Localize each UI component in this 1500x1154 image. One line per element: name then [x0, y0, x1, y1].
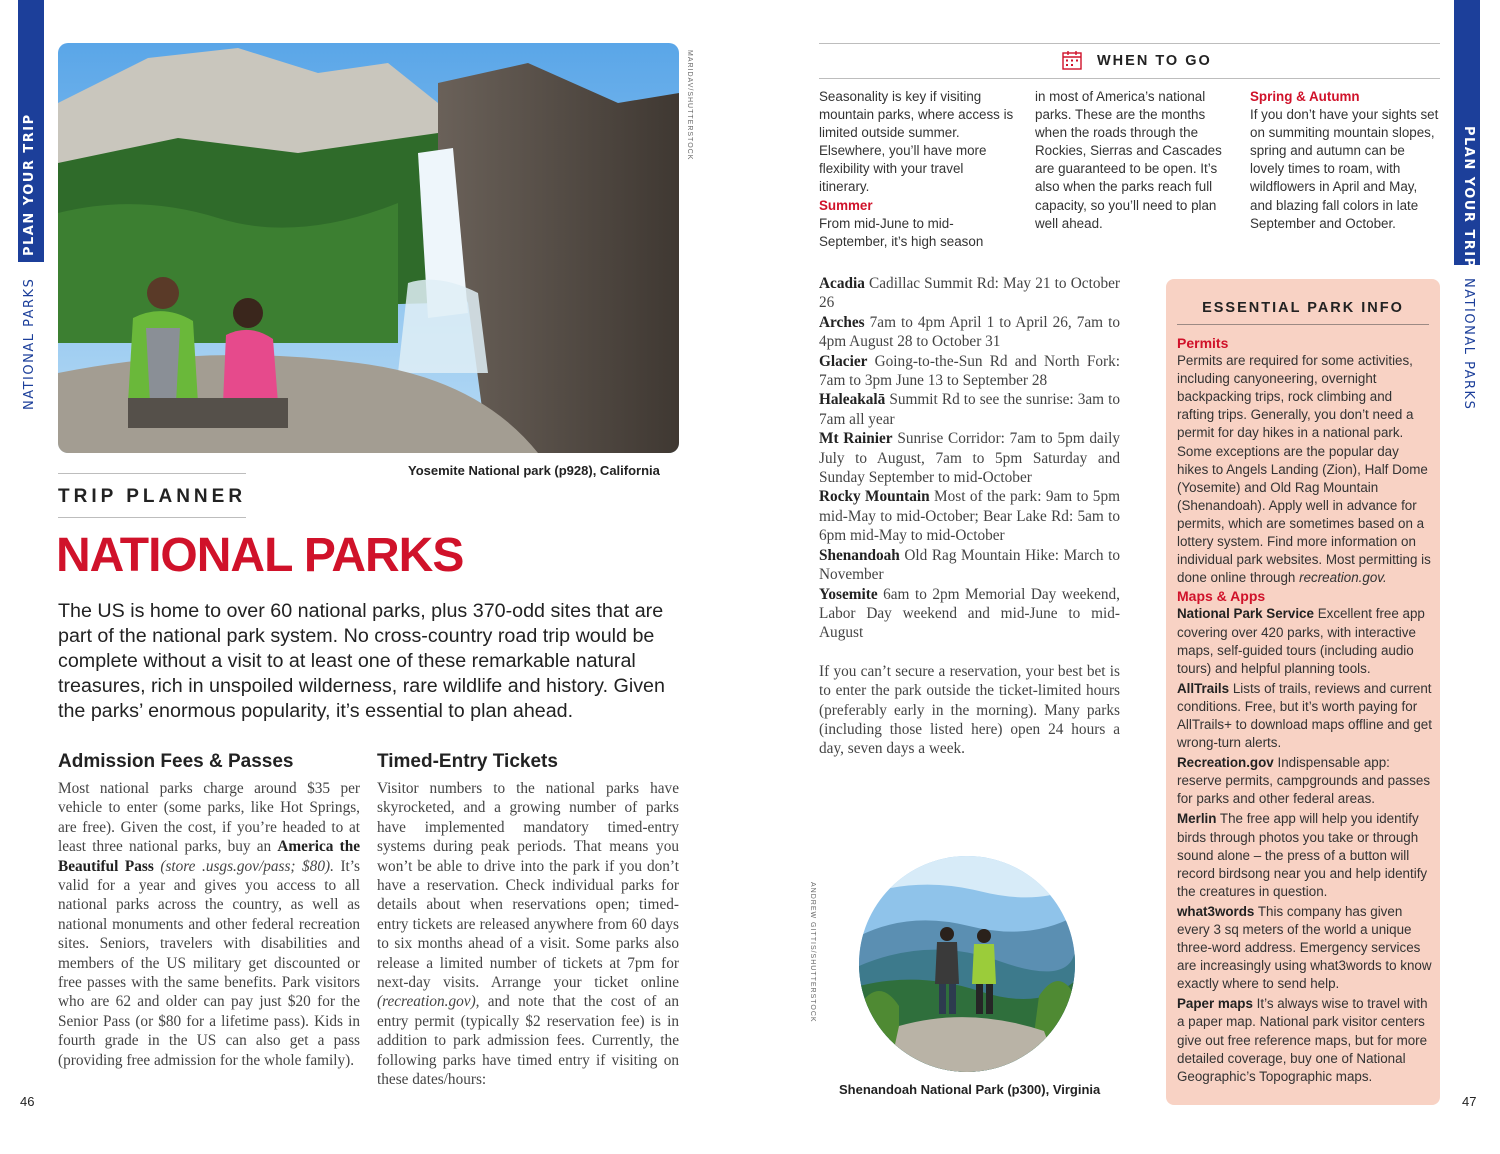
- timed-heading: Timed-Entry Tickets: [377, 751, 558, 772]
- intro-paragraph: The US is home to over 60 national parks, plus 370-odd sites that are part of the national park system. No cross-country road trip would be complete without a visit to at least one of these remarkable natural treasures, rich in unspoiled wilderness, rare wildlife and history. Given the parks’ enormous popularity, it’s essential to plan ahead.: [58, 600, 665, 722]
- caption-yosemite: Yosemite National park (p928), California: [408, 463, 660, 478]
- right-section-label: NATIONAL PARKS: [1461, 278, 1476, 411]
- list-item: [819, 274, 1120, 313]
- park-name: Haleakalā: [819, 391, 886, 409]
- app-desc: Lists of trails, reviews and current conditions. Free, but it’s worth paying for AllTrails+ to download maps offline and get wrong-turn alerts.: [1177, 680, 1432, 751]
- park-hours: Summit Rd to see the sunrise: 3am to 7am all year: [819, 391, 1120, 428]
- timed-p1: Visitor numbers to the national parks have skyrocketed, and a growing number of parks have implemented mandatory timed-entry systems during peak periods. That means you won’t be able to drive into the park if you don’t have a reservation. Check individual parks for details about when reservations open; timed-entry tickets are released anywhere from 60 days to six months ahead of a visit. Some parks also release a limited number of tickets at 7pm for next-day visits. Arrange your ticket online: [377, 780, 679, 992]
- kicker: TRIP PLANNER: [58, 486, 247, 507]
- photo-credit-shenandoah: ANDREW GITTIS/SHUTTERSTOCK: [809, 882, 816, 1023]
- admission-heading: Admission Fees & Passes: [58, 751, 294, 772]
- when-rule-bottom: [819, 78, 1440, 79]
- kicker-rule-top: [58, 473, 246, 474]
- left-tab-label: PLAN YOUR TRIP: [22, 113, 37, 256]
- pass-link[interactable]: (store .usgs.gov/pass; $80).: [160, 857, 334, 875]
- when-col2: in most of America’s national parks. These are the months when the roads through the Rockies, Sierras and Cascades are guaranteed to be open. It’s also when the parks reach full capacity, so you’ll need to plan well ahead.: [1035, 89, 1222, 231]
- permits-body: Permits are required for some activities, including canyoneering, overnight backpacking trips, rock climbing and rafting trips. Generally, you don’t need a permit for day hikes in a national park. Some exceptions are the popular day hikes to Angels Landing (Zion), Half Dome (Yosemite) and Old Rag Mountain (Shenandoah). Apply well in advance for permits, which are sometimes based on a lottery system. Find more information on individual park websites. Most permitting is done online through: [1177, 353, 1431, 586]
- permits-text: [1177, 352, 1433, 587]
- list-item: [1177, 605, 1433, 677]
- left-section-label: NATIONAL PARKS: [22, 277, 37, 410]
- app-name: Paper maps: [1177, 996, 1253, 1012]
- app-name: National Park Service: [1177, 606, 1314, 622]
- park-name: Arches: [819, 313, 865, 331]
- park-hours: 7am to 4pm April 1 to April 26, 7am to 4pm August 28 to October 31: [819, 313, 1120, 351]
- app-desc: The free app will help you identify birds through photos you take or through sound alone – the press of a button will record birdsong near you and help identify the creatures in question.: [1177, 811, 1428, 899]
- list-item: [819, 487, 1120, 545]
- yosemite-photo: [58, 43, 679, 453]
- park-hours: 6am to 2pm Memorial Day weekend, Labor Day weekend and mid-June to mid-August: [819, 585, 1120, 642]
- spring-label: Spring & Autumn: [1250, 89, 1360, 104]
- park-name: Yosemite: [819, 585, 878, 603]
- park-hours: Old Rag Mountain Hike: March to November: [819, 546, 1120, 584]
- when-rule-top: [819, 43, 1440, 44]
- list-item: [1177, 754, 1433, 808]
- when-col1: [819, 88, 1014, 251]
- timed-text: [377, 779, 679, 1090]
- permits-link[interactable]: recreation.gov.: [1299, 570, 1387, 586]
- park-name: Rocky Mountain: [819, 488, 930, 506]
- app-name: what3words: [1177, 903, 1255, 919]
- list-item: [1177, 680, 1433, 752]
- park-hours: Cadillac Summit Rd: May 21 to October 26: [819, 275, 1120, 312]
- list-item: [1177, 995, 1433, 1085]
- list-item: [819, 585, 1120, 643]
- recreation-link[interactable]: (recreation.gov),: [377, 993, 480, 1011]
- permits-label: Permits: [1177, 335, 1229, 351]
- page-number-right: 47: [1462, 1094, 1477, 1109]
- park-hours: Going-to-the-Sun Rd and North Fork: 7am to 3pm June 13 to September 28: [819, 352, 1120, 390]
- right-tab-label: PLAN YOUR TRIP: [1461, 126, 1476, 269]
- list-item: [819, 429, 1120, 487]
- essential-rule: [1177, 324, 1429, 325]
- timed-entry-list: [819, 274, 1120, 759]
- park-name: Glacier: [819, 352, 868, 370]
- park-name: Shenandoah: [819, 546, 900, 564]
- essential-heading: ESSENTIAL PARK INFO: [1202, 300, 1404, 316]
- park-name: Mt Rainier: [819, 430, 893, 448]
- calendar-icon: [1061, 49, 1083, 76]
- list-item: [819, 390, 1120, 429]
- list-item: [819, 313, 1120, 352]
- when-heading: WHEN TO GO: [1097, 53, 1212, 69]
- app-desc: Excellent free app covering over 420 parks, with interactive maps, self-guided tours (including audio tours) and helpful planning tools.: [1177, 606, 1425, 676]
- spring-text: If you don’t have your sights set on summiting mountain slopes, spring and autumn can be lovely times to roam, with wildflowers in April and May, and blazing fall colors in late September and October.: [1250, 107, 1439, 231]
- app-name: Merlin: [1177, 811, 1217, 827]
- list-item: [1177, 903, 1433, 993]
- summer-label: Summer: [819, 197, 873, 213]
- park-hours: Sunrise Corridor: 7am to 5pm daily July to August, 7am to 5pm Saturday and Sunday September to mid-October: [819, 430, 1120, 487]
- maps-label: Maps & Apps: [1177, 588, 1266, 605]
- page-title: NATIONAL PARKS: [56, 529, 464, 582]
- list-item: [819, 352, 1120, 391]
- park-hours: Most of the park: 9am to 5pm mid-May to mid-October; Bear Lake Rd: 5am to 6pm mid-May to mid-October: [819, 488, 1120, 545]
- app-name: Recreation.gov: [1177, 755, 1274, 771]
- app-desc: It’s always wise to travel with a paper map. National park visitor centers give out free reference maps, but for more detailed coverage, buy one of National Geographic’s Topographic maps.: [1177, 996, 1428, 1084]
- admission-text: [58, 779, 360, 1070]
- photo-credit-yosemite: MARIDAV/SHUTTERSTOCK: [686, 50, 693, 161]
- list-item: [819, 546, 1120, 585]
- reservation-tip: If you can’t secure a reservation, your best bet is to enter the park outside the ticket-limited hours (preferably early in the morning). Many parks (including those listed here) open 24 hours a day, seven days a week.: [819, 662, 1120, 758]
- park-name: Acadia: [819, 275, 865, 292]
- admission-p2: It’s valid for a year and gives you access to all national parks across the country, as well as national monuments and other federal recreation sites. Seniors, travelers with disabilities and members of the US military get discounted or free passes with the same benefits. Park visitors who are 62 and older can pay just $20 for the Senior Pass (or $80 for a lifetime pass). Kids in fourth grade in the US can also get a pass (providing free admission for the whole family).: [58, 857, 360, 1069]
- page-number-left: 46: [20, 1094, 35, 1109]
- essential-content: [1177, 334, 1433, 1088]
- kicker-rule-bottom: [58, 517, 246, 518]
- when-col3: [1250, 88, 1442, 233]
- caption-shenandoah: Shenandoah National Park (p300), Virginia: [839, 1082, 1101, 1097]
- pass-name: America the Beautiful Pass: [58, 838, 360, 875]
- when-col1-text: Seasonality is key if visiting mountain parks, where access is limited outside summer. Elsewhere, you’ll have more flexibility with your travel itinerary.: [819, 89, 1014, 195]
- list-item: [1177, 810, 1433, 900]
- app-name: AllTrails: [1177, 680, 1230, 696]
- shenandoah-photo: [859, 856, 1075, 1072]
- summer-text: From mid-June to mid-September, it’s high season: [819, 215, 984, 249]
- app-desc: This company has given every 3 sq meters of the world a unique three-word address. Emergency services are increasingly using what3words to know exactly where to send help.: [1177, 903, 1432, 992]
- app-desc: Indispensable app: reserve permits, campgrounds and passes for parks and other federal areas.: [1177, 755, 1431, 807]
- admission-p1: Most national parks charge around $35 per vehicle to enter (some parks, like Hot Springs, are free). Given the cost, if you’re headed to at least three national parks, buy an: [58, 780, 360, 856]
- timed-p2: and note that the cost of an entry permit (typically $2 reservation fee) is in addition to park admission fees. Currently, the following parks have timed entry if visiting on these dates/hours:: [377, 993, 679, 1089]
